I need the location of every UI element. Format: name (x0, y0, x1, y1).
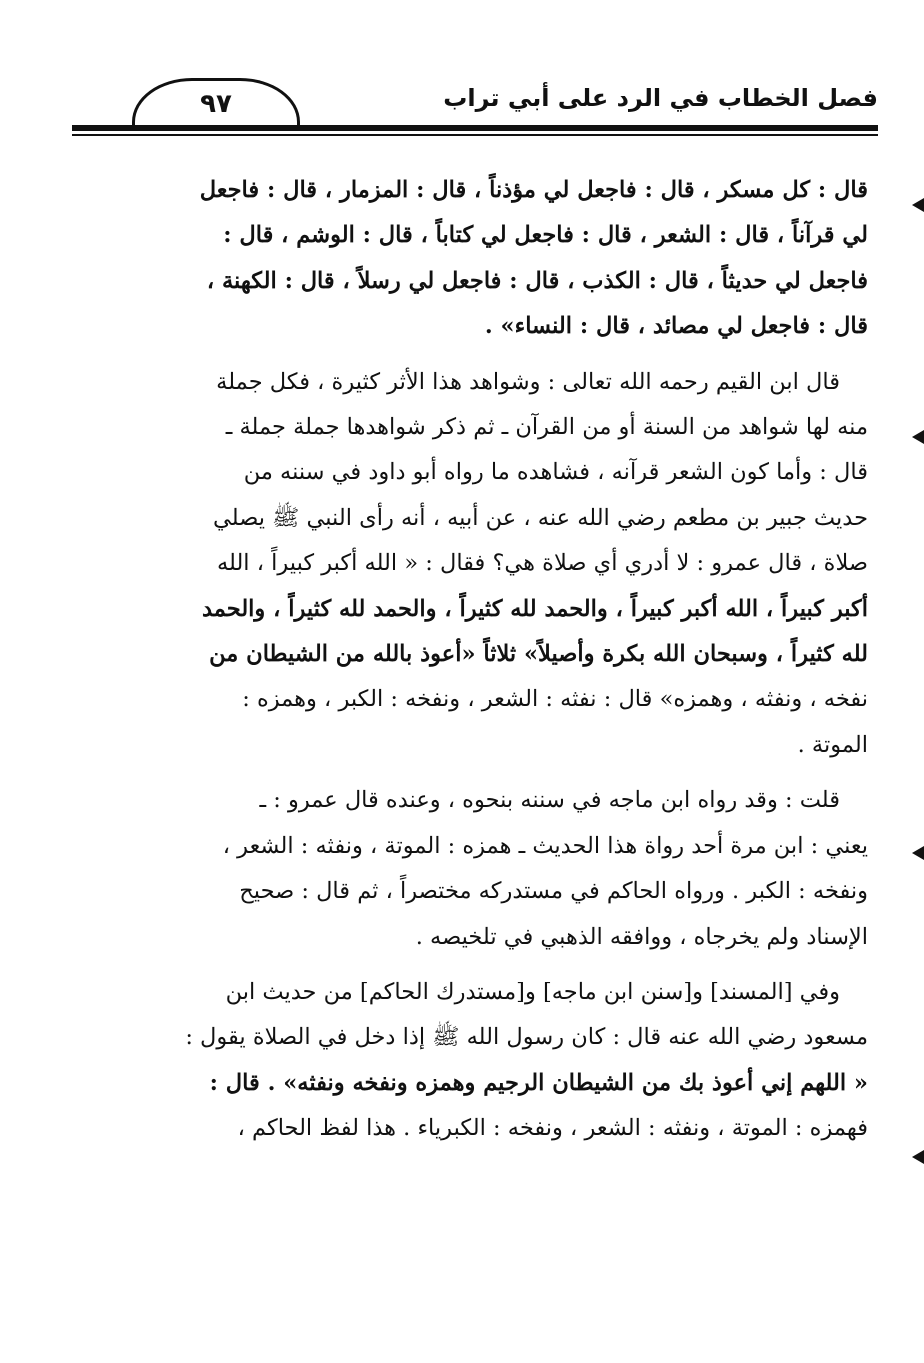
scan-edge-mark (912, 430, 924, 444)
text-line: نفخه ، ونفثه ، وهمزه» قال : نفثه : الشعر ، ونفخه : الكبر ، وهمزه : (242, 686, 868, 713)
running-title: فصل الخطاب في الرد على أبي تراب (443, 84, 878, 112)
text-line: وفي [المسند] و[سنن ابن ماجه] و[مستدرك الحاكم] من حديث ابن (225, 978, 840, 1005)
text-line: قال ابن القيم رحمه الله تعالى : وشواهد هذا الأثر كثيرة ، فكل جملة (216, 368, 840, 395)
page-body (80, 168, 868, 1152)
page-header (72, 78, 878, 140)
text-line: لي قرآناً ، قال : الشعر ، قال : فاجعل لي كتاباً ، قال : الوشم ، قال : (223, 222, 868, 249)
page-number-frame (132, 78, 300, 128)
text-line: فاجعل لي حديثاً ، قال : الكذب ، قال : فاجعل لي رسلاً ، قال : الكهنة ، (206, 267, 868, 294)
scan-edge-mark (912, 198, 924, 212)
text-line: « اللهم إني أعوذ بك من الشيطان الرجيم وهمزه ونفخه ونفثه» . قال : (209, 1069, 868, 1096)
text-line: لله كثيراً ، وسبحان الله بكرة وأصيلاً» ثلاثاً «أعوذ بالله من الشيطان من (209, 641, 868, 668)
scan-edge-mark (912, 1150, 924, 1164)
paragraph-3 (80, 778, 868, 960)
text-line: قال : وأما كون الشعر قرآنه ، فشاهده ما رواه أبو داود في سننه من (243, 459, 868, 486)
text-line: قال : كل مسكر ، قال : فاجعل لي مؤذناً ، قال : المزمار ، قال : فاجعل (199, 177, 868, 203)
paragraph-4 (80, 970, 868, 1152)
text-line: ونفخه : الكبر . ورواه الحاكم في مستدركه مختصراً ، ثم قال : صحيح (239, 878, 868, 905)
text-line: الموتة . (797, 731, 868, 758)
text-line: منه لها شواهد من السنة أو من القرآن ـ ثم ذكر شواهدها جملة جملة ـ (225, 414, 868, 441)
text-line: صلاة ، قال عمرو : لا أدري أي صلاة هي؟ فقال : « الله أكبر كبيراً ، الله (216, 550, 868, 577)
text-line: قال : فاجعل لي مصائد ، قال : النساء» . (484, 313, 868, 340)
text-line: الإسناد ولم يخرجاه ، ووافقه الذهبي في تلخيصه . (415, 923, 868, 950)
paragraph-2 (80, 360, 868, 769)
text-line: يعني : ابن مرة أحد رواة هذا الحديث ـ همزه : الموتة ، ونفثه : الشعر ، (222, 832, 868, 859)
paragraph-1 (80, 168, 868, 350)
page-number: ٩٧ (200, 89, 232, 119)
text-line: حديث جبير بن مطعم رضي الله عنه ، عن أبيه ، أنه رأى النبي ﷺ يصلي (213, 504, 868, 531)
header-rule-thick (72, 125, 878, 131)
text-line: قلت : وقد رواه ابن ماجه في سننه بنحوه ، وعنده قال عمرو : ـ (259, 787, 840, 814)
header-rule-thin (72, 134, 878, 136)
text-line: فهمزه : الموتة ، ونفثه : الشعر ، ونفخه : الكبرياء . هذا لفظ الحاكم ، (237, 1115, 868, 1142)
text-line: أكبر كبيراً ، الله أكبر كبيراً ، والحمد لله كثيراً ، والحمد لله كثيراً ، والحمد (201, 595, 868, 622)
scan-edge-mark (912, 846, 924, 860)
text-line: مسعود رضي الله عنه قال : كان رسول الله ﷺ إذا دخل في الصلاة يقول : (185, 1024, 868, 1051)
